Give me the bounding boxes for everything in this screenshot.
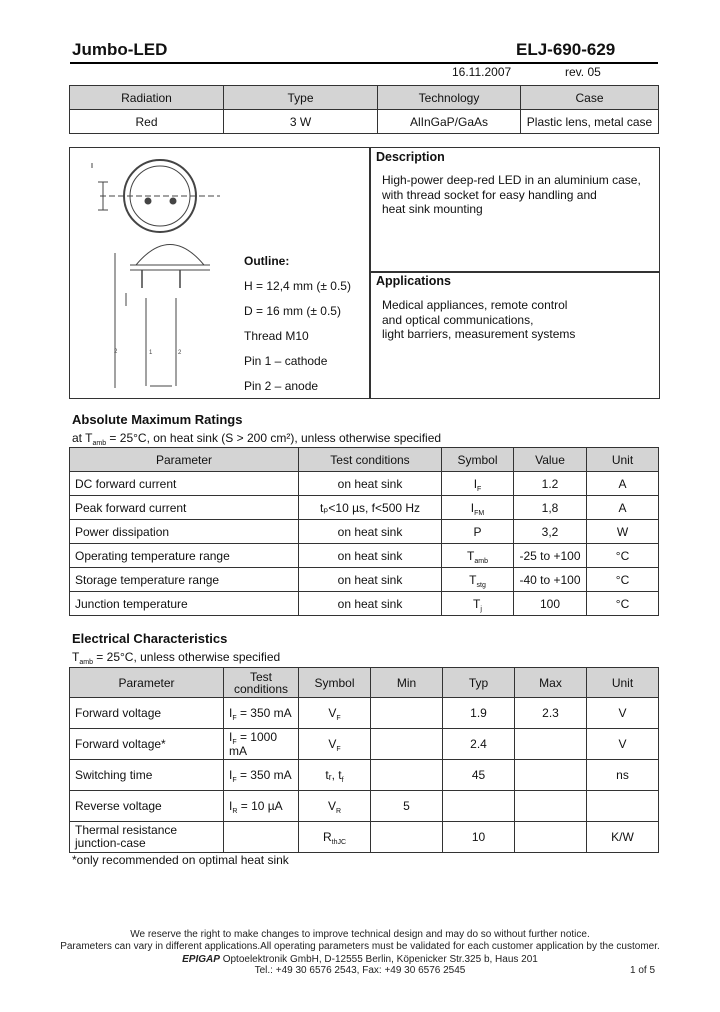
- outline-heading: Outline:: [244, 254, 290, 268]
- abs-max-header: Value: [514, 448, 587, 472]
- parameter-cell: DC forward current: [70, 472, 299, 496]
- overview-header: Technology: [378, 86, 521, 110]
- elec-header: Test conditions: [224, 668, 299, 698]
- symbol-cell: P: [442, 520, 514, 544]
- elec-header: Max: [515, 668, 587, 698]
- symbol-cell: $I_{FM}$: [442, 496, 514, 520]
- table-row: [70, 544, 659, 568]
- parameter-cell: Operating temperature range: [70, 544, 299, 568]
- description-line: with thread socket for easy handling and: [382, 187, 597, 202]
- outline-thread: Thread M10: [244, 329, 309, 343]
- symbol-cell: $R_{thJC}$: [299, 822, 371, 853]
- test-cell: $I_F = 1000$ mA: [224, 729, 299, 760]
- abs-max-title: Absolute Maximum Ratings: [72, 412, 243, 427]
- test-cell: $I_F = 350$ mA: [224, 698, 299, 729]
- unit-cell: A: [587, 472, 659, 496]
- footer-contact: Tel.: +49 30 6576 2543, Fax: +49 30 6576 2545: [254, 965, 466, 976]
- description-heading: Description: [376, 150, 445, 164]
- symbol-cell: $I_F$: [442, 472, 514, 496]
- table-row: [70, 698, 659, 729]
- table-row: [70, 472, 659, 496]
- applications-line: and optical communications,: [382, 312, 534, 327]
- applications-box: [369, 271, 660, 399]
- parameter-cell: Junction temperature: [70, 592, 299, 616]
- symbol-cell: $V_F$: [299, 729, 371, 760]
- page-number: 1 of 5: [630, 965, 656, 976]
- document-title: Jumbo-LED: [72, 40, 168, 59]
- table-row: [70, 822, 659, 853]
- outline-drawing: [70, 148, 240, 396]
- elec-header: Symbol: [299, 668, 371, 698]
- unit-cell: ns: [587, 760, 659, 791]
- document-revision: rev. 05: [565, 65, 601, 79]
- outline-pin1: Pin 1 – cathode: [244, 354, 328, 368]
- table-row: [70, 760, 659, 791]
- min-cell: [371, 760, 443, 791]
- description-line: High-power deep-red LED in an aluminium case,: [382, 173, 641, 187]
- footer-address: EPIGAP Optoelektronik GmbH, D-12555 Berlin, Köpenicker Str.325 b, Haus 201: [182, 954, 538, 965]
- outline-diameter: D = 16 mm (± 0.5): [244, 304, 341, 318]
- value-cell: -25 to +100: [514, 544, 587, 568]
- test-cell: on heat sink: [299, 544, 442, 568]
- min-cell: [371, 729, 443, 760]
- overview-radiation: Red: [70, 110, 224, 134]
- max-cell: [515, 760, 587, 791]
- table-row: [70, 729, 659, 760]
- value-cell: 100: [514, 592, 587, 616]
- elec-title: Electrical Characteristics: [72, 631, 228, 646]
- table-row: [70, 496, 659, 520]
- test-cell: [224, 822, 299, 853]
- typ-cell: 45: [443, 760, 515, 791]
- value-cell: -40 to +100: [514, 568, 587, 592]
- unit-cell: °C: [587, 592, 659, 616]
- applications-line: Medical appliances, remote control: [382, 298, 568, 312]
- unit-cell: A: [587, 496, 659, 520]
- abs-max-header: Test conditions: [299, 448, 442, 472]
- symbol-cell: $T_j$: [442, 592, 514, 616]
- typ-cell: 2.4: [443, 729, 515, 760]
- value-cell: 1,8: [514, 496, 587, 520]
- overview-header: Type: [224, 86, 378, 110]
- applications-line: light barriers, measurement systems: [382, 327, 576, 341]
- value-cell: 3,2: [514, 520, 587, 544]
- test-cell: on heat sink: [299, 568, 442, 592]
- elec-header: Unit: [587, 668, 659, 698]
- description-box: [369, 147, 660, 273]
- abs-max-header: Parameter: [70, 448, 299, 472]
- unit-cell: W: [587, 520, 659, 544]
- elec-header: Parameter: [70, 668, 224, 698]
- abs-max-header: Unit: [587, 448, 659, 472]
- footer-disclaimer: We reserve the right to make changes to improve technical design and may do so without further notice.: [130, 929, 590, 940]
- description-line: heat sink mounting: [382, 202, 483, 216]
- outline-pin2: Pin 2 – anode: [244, 379, 319, 393]
- test-cell: $I_R = 10$ µA: [224, 791, 299, 822]
- abs-max-table: [69, 447, 659, 616]
- value-cell: 1.2: [514, 472, 587, 496]
- overview-table: [69, 85, 659, 134]
- overview-type: 3 W: [224, 110, 378, 134]
- unit-cell: [587, 791, 659, 822]
- typ-cell: [443, 791, 515, 822]
- header-rule: [70, 62, 658, 64]
- table-row: [70, 592, 659, 616]
- min-cell: [371, 698, 443, 729]
- symbol-cell: tᵣ, $t_f$: [299, 760, 371, 791]
- unit-cell: °C: [587, 544, 659, 568]
- parameter-cell: Thermal resistance junction-case: [70, 822, 224, 853]
- elec-header: Typ: [443, 668, 515, 698]
- elec-footnote: *only recommended on optimal heat sink: [72, 853, 289, 867]
- svg-text:2: 2: [114, 349, 118, 355]
- part-number: ELJ-690-629: [516, 40, 616, 59]
- table-row: [70, 791, 659, 822]
- max-cell: [515, 729, 587, 760]
- test-cell: $I_F = 350$ mA: [224, 760, 299, 791]
- elec-header: Min: [371, 668, 443, 698]
- abs-max-header: Symbol: [442, 448, 514, 472]
- parameter-cell: Switching time: [70, 760, 224, 791]
- max-cell: [515, 791, 587, 822]
- symbol-cell: $T_{amb}$: [442, 544, 514, 568]
- parameter-cell: Power dissipation: [70, 520, 299, 544]
- svg-text:1: 1: [149, 350, 153, 356]
- test-cell: on heat sink: [299, 592, 442, 616]
- footer-parameters-note: Parameters can vary in different applications.All operating parameters must be validated for each customer application by the customer.: [60, 941, 660, 952]
- min-cell: [371, 822, 443, 853]
- symbol-cell: $T_{stg}$: [442, 568, 514, 592]
- overview-case: Plastic lens, metal case: [521, 110, 659, 134]
- symbol-cell: $V_F$: [299, 698, 371, 729]
- parameter-cell: Peak forward current: [70, 496, 299, 520]
- table-row: [70, 520, 659, 544]
- parameter-cell: Storage temperature range: [70, 568, 299, 592]
- elec-table: [69, 667, 659, 853]
- overview-header: Radiation: [70, 86, 224, 110]
- min-cell: 5: [371, 791, 443, 822]
- max-cell: [515, 822, 587, 853]
- test-cell: on heat sink: [299, 520, 442, 544]
- svg-text:2: 2: [178, 350, 182, 356]
- parameter-cell: Forward voltage*: [70, 729, 224, 760]
- overview-header: Case: [521, 86, 659, 110]
- max-cell: 2.3: [515, 698, 587, 729]
- typ-cell: 10: [443, 822, 515, 853]
- document-date: 16.11.2007: [452, 65, 512, 79]
- table-row: [70, 568, 659, 592]
- test-cell: on heat sink: [299, 472, 442, 496]
- test-cell: tₚ<10 µs, f<500 Hz: [299, 496, 442, 520]
- elec-condition: $T_{amb} = 25^\circ C$, unless otherwise specified: [72, 650, 281, 666]
- unit-cell: °C: [587, 568, 659, 592]
- outline-height: H = 12,4 mm (± 0.5): [244, 279, 351, 293]
- overview-technology: AlInGaP/GaAs: [378, 110, 521, 134]
- unit-cell: V: [587, 729, 659, 760]
- unit-cell: K/W: [587, 822, 659, 853]
- parameter-cell: Reverse voltage: [70, 791, 224, 822]
- applications-heading: Applications: [376, 274, 452, 288]
- abs-max-condition: at $T_{amb} = 25^\circ C$, on heat sink (S > 200 cm²), unless otherwise specified: [72, 431, 442, 447]
- symbol-cell: $V_R$: [299, 791, 371, 822]
- typ-cell: 1.9: [443, 698, 515, 729]
- parameter-cell: Forward voltage: [70, 698, 224, 729]
- outline-box: [69, 147, 371, 399]
- unit-cell: V: [587, 698, 659, 729]
